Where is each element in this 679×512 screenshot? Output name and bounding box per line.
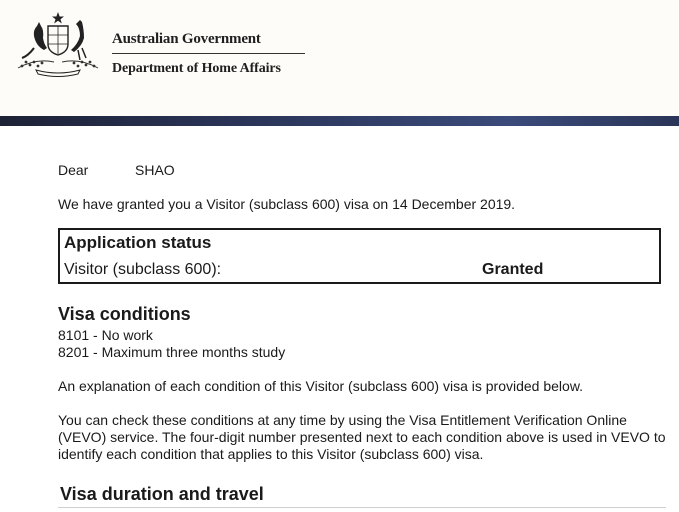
conditions-explanation: An explanation of each condition of this Visitor (subclass 600) visa is provided below. (58, 378, 584, 394)
salutation: Dear (58, 162, 89, 178)
recipient-name: SHAO (135, 162, 175, 178)
application-status-title: Application status (64, 233, 212, 252)
application-status-box (58, 228, 661, 284)
condition-item: 8201 - Maximum three months study (58, 344, 286, 360)
letterhead (0, 0, 679, 116)
government-name: Australian Government (112, 31, 261, 47)
vevo-note: You can check these conditions at any time by using the Visa Entitlement Verification Online (VEVO) service. The four-digit number presented next to each condition above is used in VEVO to identify each condition that applies to this Visitor (subclass 600) visa. (58, 412, 666, 462)
status-value: Granted (482, 261, 544, 278)
condition-item: 8101 - No work (58, 327, 153, 343)
header-band (0, 116, 679, 126)
grant-sentence: We have granted you a Visitor (subclass 600) visa on 14 December 2019. (58, 196, 516, 212)
visa-conditions-heading: Visa conditions (58, 304, 191, 324)
section-divider (58, 507, 666, 508)
coat-of-arms-logo (14, 10, 104, 78)
visa-type-label: Visitor (subclass 600): (64, 261, 222, 278)
department-name: Department of Home Affairs (112, 61, 281, 76)
visa-duration-heading: Visa duration and travel (60, 484, 264, 504)
letterhead-divider (112, 53, 305, 54)
